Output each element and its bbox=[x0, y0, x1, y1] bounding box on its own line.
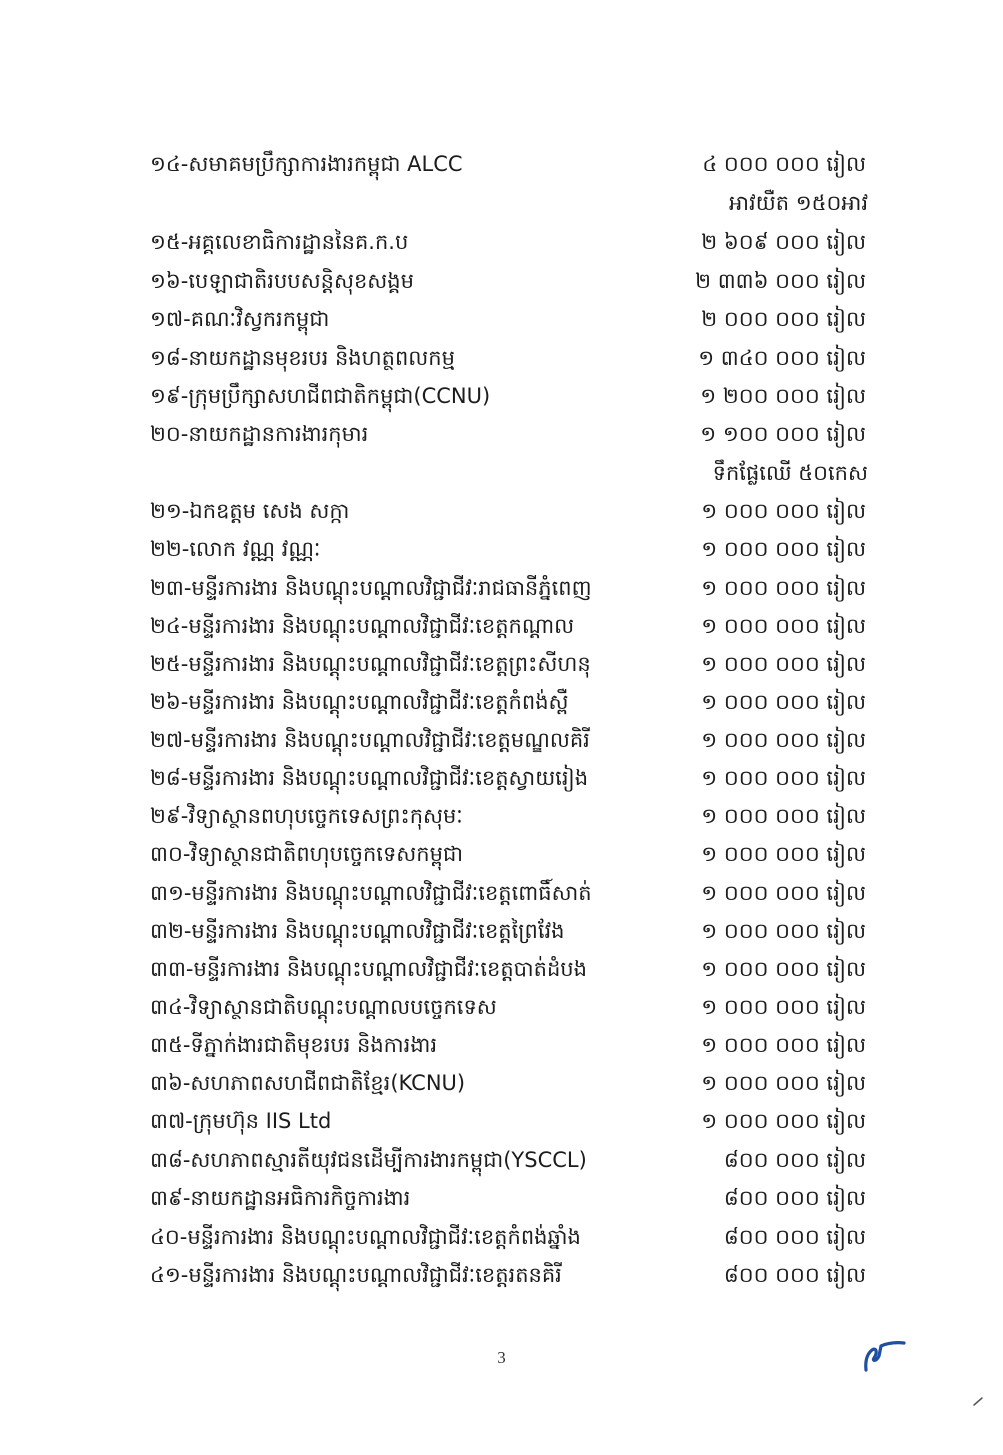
entry-row-33 bbox=[150, 952, 870, 986]
entry-label: ១៨-នាយកដ្ឋានមុខរបរ និងហត្ថពលកម្ម bbox=[150, 346, 455, 370]
entry-row-26 bbox=[150, 685, 870, 719]
entry-amount: ២ ៣៣៦ ០០០ រៀល bbox=[695, 269, 866, 293]
entry-row-28 bbox=[150, 761, 870, 795]
entry-label: ៣៧-ក្រុមហ៊ុន IIS Ltd bbox=[150, 1109, 332, 1133]
entry-row-14 bbox=[150, 147, 870, 181]
entry-label: ៣៩-នាយកដ្ឋានអធិការកិច្ចការងារ bbox=[150, 1186, 411, 1210]
entry-label: ១៦-បេឡាជាតិរបបសន្តិសុខសង្គម bbox=[150, 269, 414, 293]
entry-row-21 bbox=[150, 494, 870, 528]
entry-label: ២០-នាយកដ្ឋានការងារកុមារ bbox=[150, 422, 369, 446]
entry-amount: ៨០០ ០០០ រៀល bbox=[723, 1263, 866, 1287]
entry-amount: ១ ២០០ ០០០ រៀល bbox=[700, 384, 866, 408]
entry-row-24 bbox=[150, 609, 870, 643]
entry-amount: ១ ០០០ ០០០ រៀល bbox=[701, 842, 866, 866]
entry-amount: ១ ០០០ ០០០ រៀល bbox=[701, 804, 866, 828]
entry-row-35 bbox=[150, 1028, 870, 1062]
entry-amount: ១ ០០០ ០០០ រៀល bbox=[701, 1071, 866, 1095]
entry-label: ១៥-អគ្គលេខាធិការដ្ឋាននៃគ.ក.ប bbox=[150, 230, 409, 254]
entry-label: ២៤-មន្ទីរការងារ និងបណ្តុះបណ្តាលវិជ្ជាជីវៈខេត្តកណ្តាល bbox=[150, 614, 575, 638]
entry-row-22 bbox=[150, 532, 870, 566]
entry-label: ២៥-មន្ទីរការងារ និងបណ្តុះបណ្តាលវិជ្ជាជីវៈខេត្តព្រះសីហនុ bbox=[150, 652, 591, 676]
entry-label: ៣២-មន្ទីរការងារ និងបណ្តុះបណ្តាលវិជ្ជាជីវៈខេត្តព្រៃវែង bbox=[150, 919, 565, 943]
entry-label: ៣០-វិទ្យាស្ថានជាតិពហុបច្ចេកទេសកម្ពុជា bbox=[150, 842, 463, 866]
entry-amount: ១ ០០០ ០០០ រៀល bbox=[701, 728, 866, 752]
page-number: 3 bbox=[497, 1348, 506, 1367]
entry-amount: ១ ០០០ ០០០ រៀល bbox=[701, 614, 866, 638]
entry-amount: ៨០០ ០០០ រៀល bbox=[723, 1186, 866, 1210]
entry-label: ៣៥-ទីភ្នាក់ងារជាតិមុខរបរ និងការងារ bbox=[150, 1033, 438, 1057]
entry-row-37 bbox=[150, 1104, 870, 1138]
entry-label: ៣៨-សហភាពស្មារតីយុវជនដើម្បីការងារកម្ពុជា(YSCCL) bbox=[150, 1148, 587, 1172]
entry-amount: ៨០០ ០០០ រៀល bbox=[723, 1148, 866, 1172]
entry-row-27 bbox=[150, 723, 870, 757]
entry-amount: ៨០០ ០០០ រៀល bbox=[723, 1225, 866, 1249]
entry-row-16 bbox=[150, 264, 870, 298]
entry-amount: ២ ៦០៩ ០០០ រៀល bbox=[701, 230, 866, 254]
entry-amount: ១ ០០០ ០០០ រៀល bbox=[701, 652, 866, 676]
entry-amount: ១ ០០០ ០០០ រៀល bbox=[701, 576, 866, 600]
entry-row-23 bbox=[150, 571, 870, 605]
entry-row-19 bbox=[150, 379, 870, 413]
entry-amount: ១ ០០០ ០០០ រៀល bbox=[701, 537, 866, 561]
scan-speck bbox=[972, 1395, 984, 1407]
entry-row-40 bbox=[150, 1220, 870, 1254]
entry-row-31 bbox=[150, 876, 870, 910]
entry-label: ២៨-មន្ទីរការងារ និងបណ្តុះបណ្តាលវិជ្ជាជីវៈខេត្តស្វាយរៀង bbox=[150, 766, 589, 790]
entry-row-25 bbox=[150, 647, 870, 681]
entry-label: ៣៦-សហភាពសហជីពជាតិខ្មែរ(KCNU) bbox=[150, 1071, 466, 1095]
entry-row-34 bbox=[150, 990, 870, 1024]
entry-amount: ៤ ០០០ ០០០ រៀល bbox=[702, 152, 866, 176]
note-fruit-juice: ទឹកផ្លែឈើ ៥០កេស bbox=[712, 461, 868, 485]
entry-row-15 bbox=[150, 225, 870, 259]
entry-row-32 bbox=[150, 914, 870, 948]
entry-row-30 bbox=[150, 837, 870, 871]
entry-label: ៤០-មន្ទីរការងារ និងបណ្តុះបណ្តាលវិជ្ជាជីវៈខេត្តកំពង់ឆ្នាំង bbox=[150, 1225, 581, 1249]
entry-amount: ១ ៣៤០ ០០០ រៀល bbox=[698, 346, 866, 370]
entry-row-38 bbox=[150, 1143, 870, 1177]
entry-amount: ២ ០០០ ០០០ រៀល bbox=[701, 307, 866, 331]
entry-row-39 bbox=[150, 1181, 870, 1215]
entry-label: ១៧-គណៈវិស្វករកម្ពុជា bbox=[150, 307, 330, 331]
entry-row-18 bbox=[150, 341, 870, 375]
entry-label: ២១-ឯកឧត្តម សេង សក្កា bbox=[150, 499, 350, 523]
entry-label: ២២-លោក វណ្ណ វណ្ណៈ bbox=[150, 537, 321, 561]
entry-amount: ១ ១០០ ០០០ រៀល bbox=[700, 422, 866, 446]
entry-label: ៣៤-វិទ្យាស្ថានជាតិបណ្តុះបណ្តាលបច្ចេកទេស bbox=[150, 995, 497, 1019]
entry-label: ២៣-មន្ទីរការងារ និងបណ្តុះបណ្តាលវិជ្ជាជីវៈរាជធានីភ្នំពេញ bbox=[150, 576, 592, 600]
entry-amount: ១ ០០០ ០០០ រៀល bbox=[701, 919, 866, 943]
entry-label: ២៩-វិទ្យាស្ថានពហុបច្ចេកទេសព្រះកុសុមៈ bbox=[150, 804, 463, 828]
entry-label: ១៩-ក្រុមប្រឹក្សាសហជីពជាតិកម្ពុជា(CCNU) bbox=[150, 384, 491, 408]
entry-amount: ១ ០០០ ០០០ រៀល bbox=[701, 957, 866, 981]
entry-row-17 bbox=[150, 302, 870, 336]
entry-label: ២៧-មន្ទីរការងារ និងបណ្តុះបណ្តាលវិជ្ជាជីវៈខេត្តមណ្ឌលគិរី bbox=[150, 728, 590, 752]
handwritten-initials bbox=[852, 1330, 912, 1380]
entry-row-36 bbox=[150, 1066, 870, 1100]
entry-row-41 bbox=[150, 1258, 870, 1292]
entry-amount: ១ ០០០ ០០០ រៀល bbox=[701, 995, 866, 1019]
note-tshirts: អាវយឺត ១៥០អាវ bbox=[729, 191, 868, 215]
entry-label: ៣១-មន្ទីរការងារ និងបណ្តុះបណ្តាលវិជ្ជាជីវៈខេត្តពោធិ៍សាត់ bbox=[150, 881, 592, 905]
entry-amount: ១ ០០០ ០០០ រៀល bbox=[701, 499, 866, 523]
entry-amount: ១ ០០០ ០០០ រៀល bbox=[701, 766, 866, 790]
entry-amount: ១ ០០០ ០០០ រៀល bbox=[701, 690, 866, 714]
entry-amount: ១ ០០០ ០០០ រៀល bbox=[701, 1109, 866, 1133]
entry-label: ៣៣-មន្ទីរការងារ និងបណ្តុះបណ្តាលវិជ្ជាជីវៈខេត្តបាត់ដំបង bbox=[150, 957, 587, 981]
entry-amount: ១ ០០០ ០០០ រៀល bbox=[701, 881, 866, 905]
entry-label: ២៦-មន្ទីរការងារ និងបណ្តុះបណ្តាលវិជ្ជាជីវៈខេត្តកំពង់ស្ពឺ bbox=[150, 690, 569, 714]
entry-row-20 bbox=[150, 417, 870, 451]
entry-label: ៤១-មន្ទីរការងារ និងបណ្តុះបណ្តាលវិជ្ជាជីវៈខេត្តរតនគិរី bbox=[150, 1263, 562, 1287]
entry-amount: ១ ០០០ ០០០ រៀល bbox=[701, 1033, 866, 1057]
entry-label: ១៤-សមាគមប្រឹក្សាការងារកម្ពុជា ALCC bbox=[150, 152, 463, 176]
entry-row-29 bbox=[150, 799, 870, 833]
